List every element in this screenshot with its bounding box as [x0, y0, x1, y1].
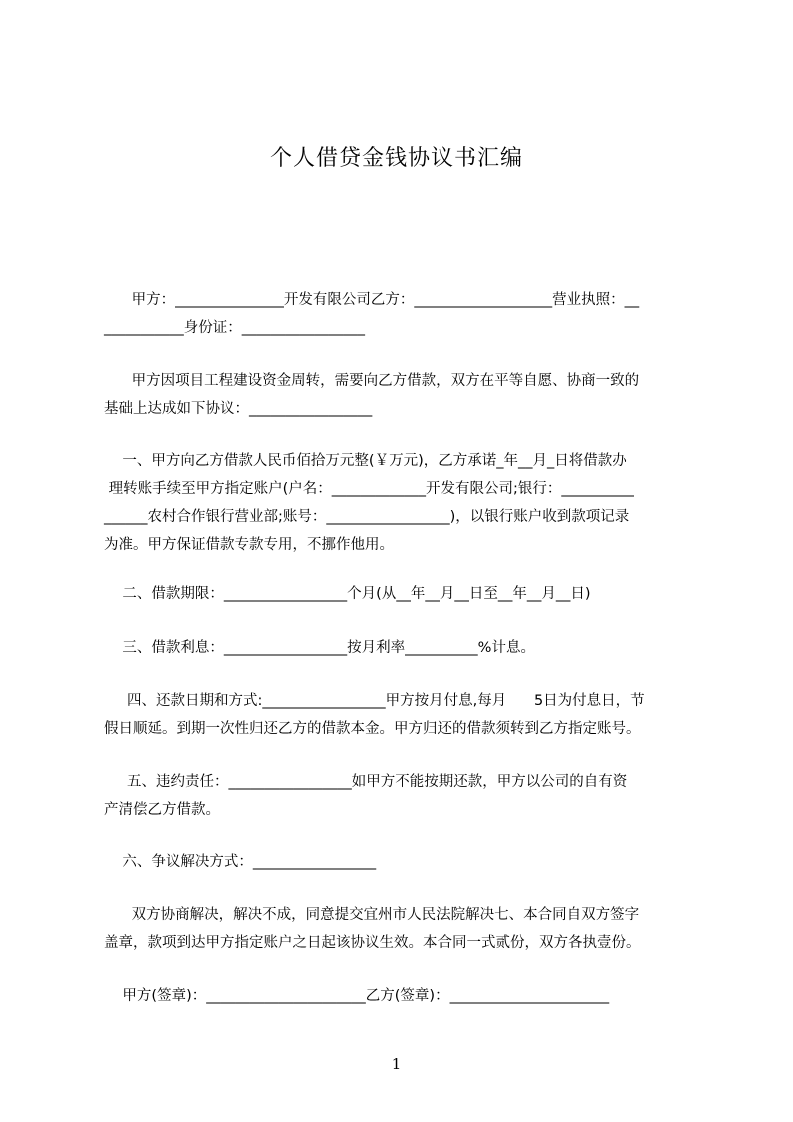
- clause-3-paragraph: [104, 634, 704, 662]
- text-line: 二、借款期限：_________________个月(从__年__月__日至__年__月__日): [104, 586, 591, 602]
- text-line: 甲方(签章)：______________________乙方(签章)：______________________: [104, 988, 610, 1004]
- text-line: 产清偿乙方借款。: [104, 802, 220, 818]
- text-line: 五、违约责任：_________________如甲方不能按期还款，甲方以公司的自有资: [104, 774, 628, 790]
- text-line: 盖章，款项到达甲方指定账户之日起该协议生效。本合同一式贰份，双方各执壹份。: [104, 935, 641, 951]
- page-number: 1: [391, 1055, 402, 1073]
- text-line: 理转账手续至甲方指定账户(户名：_____________开发有限公司;银行：__________: [104, 481, 634, 497]
- document-title: 个人借贷金钱协议书汇编: [269, 146, 523, 171]
- clause-1-paragraph: [104, 447, 704, 559]
- clause-2-paragraph: [104, 580, 704, 608]
- text-line: 基础上达成如下协议：_________________: [104, 401, 373, 417]
- signature-line: [104, 982, 704, 1010]
- text-line: 六、争议解决方式：_________________: [104, 854, 377, 870]
- clause-4-paragraph: [104, 687, 704, 743]
- text-line: ______农村合作银行营业部;账号：_________________)，以银行账户收到款项记录: [104, 509, 630, 525]
- preamble-paragraph: [104, 367, 704, 423]
- text-line: 甲方：_______________开发有限公司乙方：___________________营业执照：__: [104, 292, 640, 308]
- parties-paragraph: [104, 286, 704, 342]
- text-line: 双方协商解决，解决不成，同意提交宜州市人民法院解决七、本合同自双方签字: [104, 907, 640, 923]
- clause-6-body-paragraph: [104, 901, 704, 957]
- text-line: 一、甲方向乙方借款人民币佰拾万元整(￥万元)，乙方承诺_年__月_日将借款办: [104, 453, 627, 469]
- clause-5-paragraph: [104, 768, 704, 824]
- text-line: 假日顺延。到期一次性归还乙方的借款本金。甲方归还的借款须转到乙方指定账号。: [104, 721, 641, 737]
- text-line: ___________身份证：_________________: [104, 320, 365, 336]
- text-line: 四、还款日期和方式:_________________甲方按月付息,每月 5日为付息日，节: [104, 693, 645, 709]
- text-line: 为准。甲方保证借款专款专用，不挪作他用。: [104, 537, 394, 553]
- clause-6-paragraph: [104, 848, 704, 876]
- text-line: 甲方因项目工程建设资金周转，需要向乙方借款，双方在平等自愿、协商一致的: [104, 373, 640, 389]
- text-line: 三、借款利息：_________________按月利率__________%计息。: [104, 640, 535, 656]
